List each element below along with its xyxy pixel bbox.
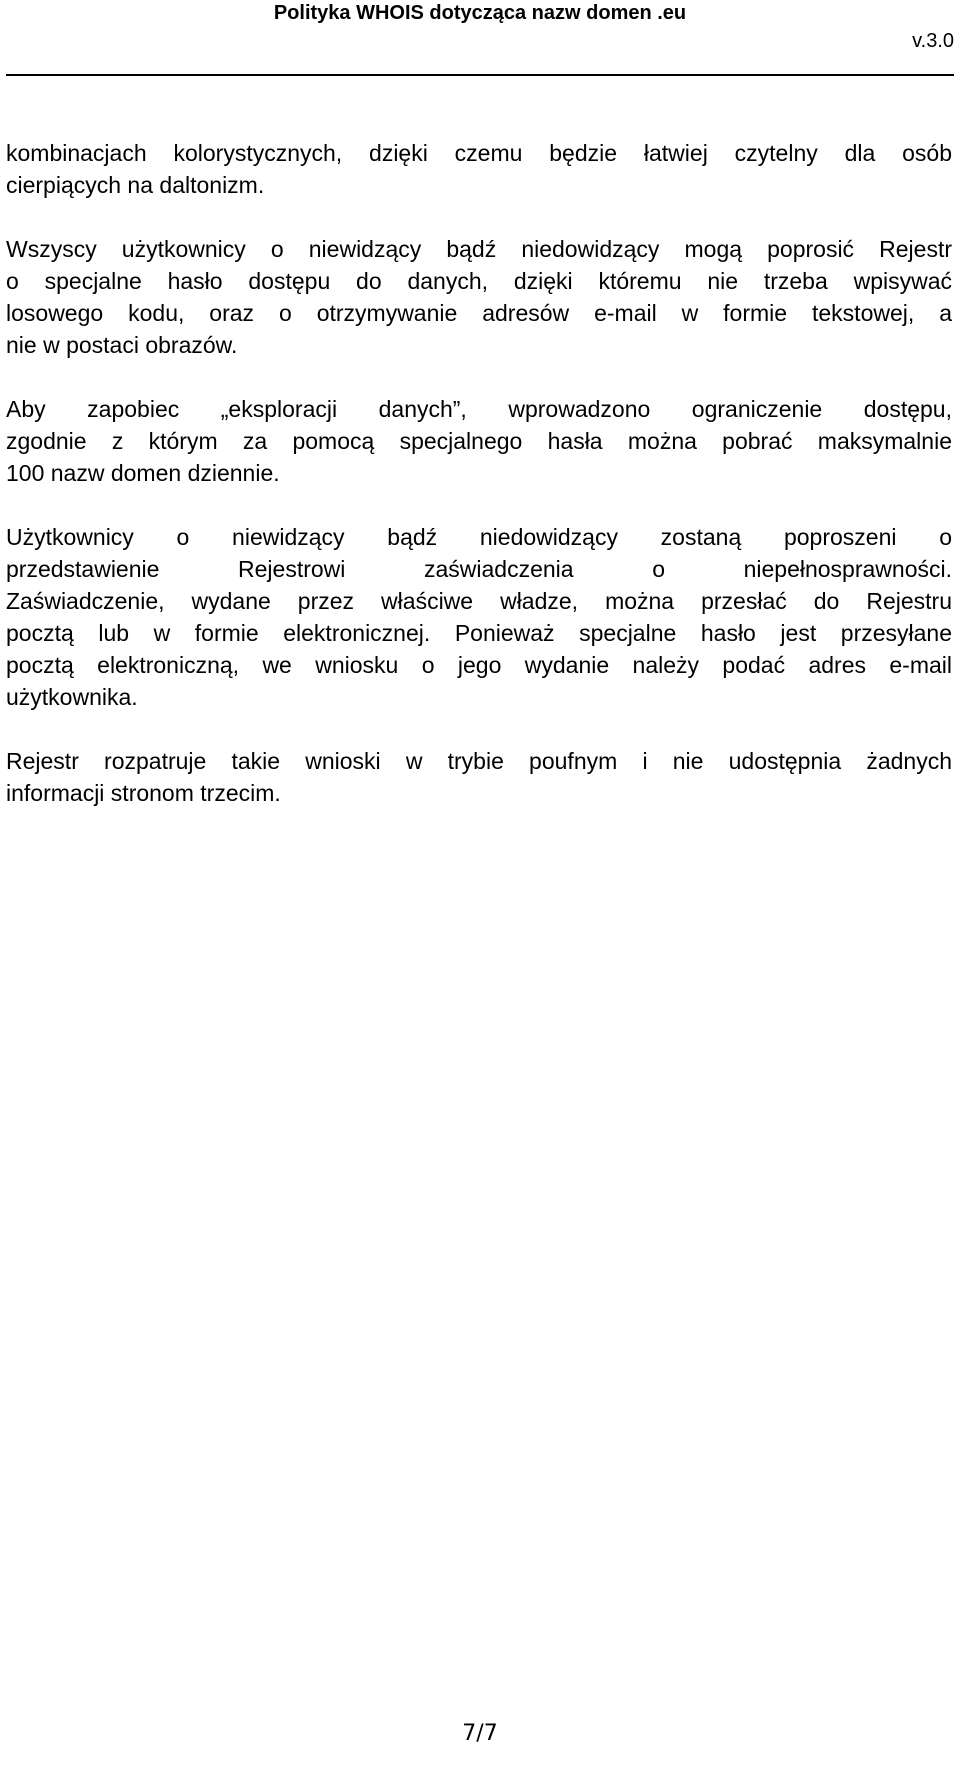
text-line: kombinacjach kolorystycznych, dzięki czemu będzie łatwiej czytelny dla osób	[6, 140, 952, 166]
page-number: 7/7	[462, 1721, 498, 1746]
text-line: informacji stronom trzecim.	[6, 780, 281, 806]
text-line: o specjalne hasło dostępu do danych, dzięki któremu nie trzeba wpisywać	[6, 268, 952, 294]
text-line: 100 nazw domen dziennie.	[6, 460, 280, 486]
header-divider	[6, 74, 954, 76]
text-line: pocztą elektroniczną, we wniosku o jego wydanie należy podać adres e-mail	[6, 652, 952, 678]
text-line: losowego kodu, oraz o otrzymywanie adresów e-mail w formie tekstowej, a	[6, 300, 952, 326]
page-header	[0, 0, 960, 76]
paragraph-confidentiality	[6, 745, 952, 809]
paragraph-data-mining-limit	[6, 393, 952, 489]
paragraph-access-password	[6, 233, 952, 361]
paragraph-disability-certificate	[6, 521, 952, 713]
text-line: użytkownika.	[6, 684, 138, 710]
text-line: Aby zapobiec „eksploracji danych”, wprowadzono ograniczenie dostępu,	[6, 396, 952, 422]
text-line: Wszyscy użytkownicy o niewidzący bądź niedowidzący mogą poprosić Rejestr	[6, 236, 952, 262]
paragraph-daltonism	[6, 137, 952, 201]
text-line: Rejestr rozpatruje takie wnioski w trybie poufnym i nie udostępnia żadnych	[6, 748, 952, 774]
text-line: nie w postaci obrazów.	[6, 332, 238, 358]
text-line: pocztą lub w formie elektronicznej. Ponieważ specjalne hasło jest przesyłane	[6, 620, 952, 646]
document-body	[6, 137, 952, 809]
text-line: zgodnie z którym za pomocą specjalnego hasła można pobrać maksymalnie	[6, 428, 952, 454]
document-version: v.3.0	[912, 30, 954, 52]
text-line: cierpiących na daltonizm.	[6, 172, 265, 198]
document-title: Polityka WHOIS dotycząca nazw domen .eu	[273, 2, 687, 24]
text-line: przedstawienie Rejestrowi zaświadczenia o niepełnosprawności.	[6, 556, 952, 582]
text-line: Zaświadczenie, wydane przez właściwe władze, można przesłać do Rejestru	[6, 588, 952, 614]
text-line: Użytkownicy o niewidzący bądź niedowidzący zostaną poproszeni o	[6, 524, 952, 550]
